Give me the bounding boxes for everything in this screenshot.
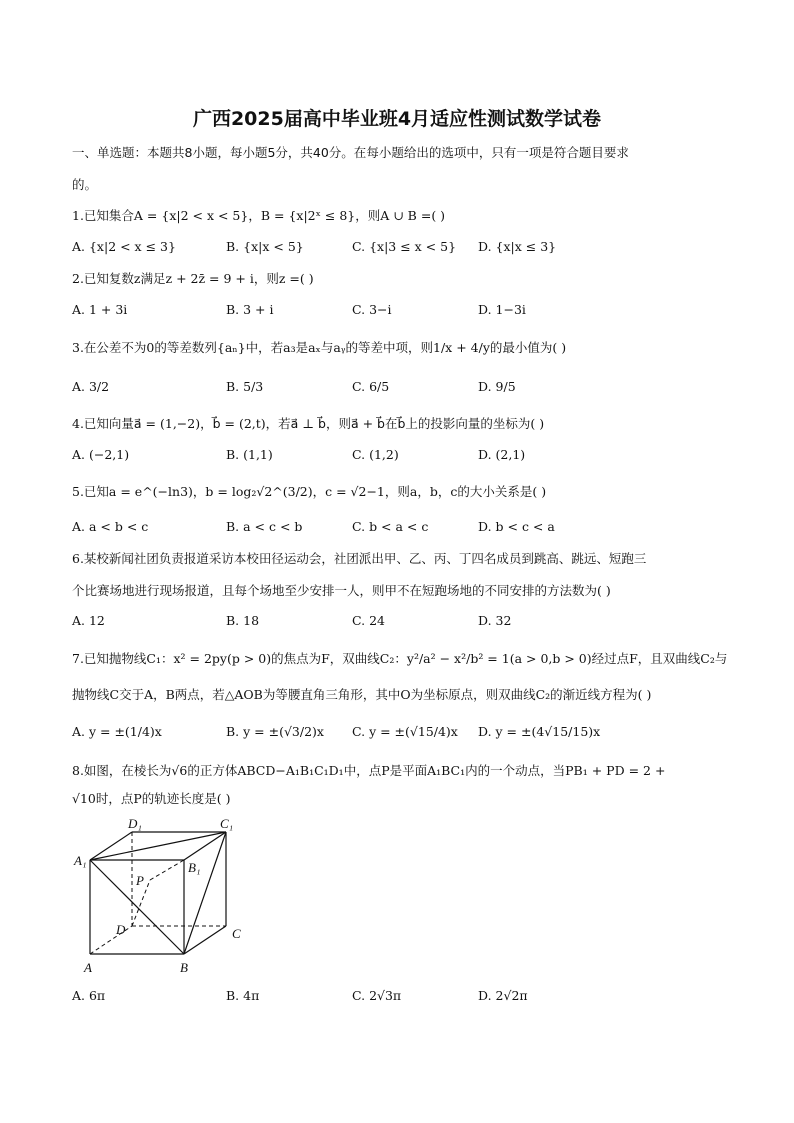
q7-option-c[interactable]: C. y = ±(√15/4)x [352,724,458,739]
hidden-edge-a-d [90,926,132,954]
section-instructions-line1: 一、单选题：本题共8小题，每小题5分，共40分。在每小题给出的选项中，只有一项是符合题目要求 [72,145,629,160]
q5-option-d[interactable]: D. b < c < a [478,519,555,534]
q7-option-a[interactable]: A. y = ±(1/4)x [72,724,162,739]
q8-option-a[interactable]: A. 6π [72,988,106,1003]
q8-option-b[interactable]: B. 4π [226,988,260,1003]
q6-option-a[interactable]: A. 12 [72,613,105,628]
q6-option-b[interactable]: B. 18 [226,613,260,628]
question-4-stem: 4.已知向量a⃗ = (1,−2)，b⃗ = (2,t)，若a⃗ ⊥ b⃗，则a⃗ + b⃗在b⃗上的投影向量的坐标为( ) [72,416,545,431]
label-b1: B₁ [188,860,201,875]
question-4-options [72,447,728,465]
q2-option-a[interactable]: A. 1 + 3i [72,302,128,317]
label-d: D [116,922,126,937]
q2-option-c[interactable]: C. 3−i [352,302,392,317]
question-7-stem-line1: 7.已知抛物线C₁：x² = 2py(p > 0)的焦点为F，双曲线C₂：y²/a² − x²/b² = 1(a > 0,b > 0)经过点F，且双曲线C₂与 [72,651,728,666]
q4-option-b[interactable]: B. (1,1) [226,447,273,462]
q3-option-b[interactable]: B. 5/3 [226,379,264,394]
question-7-options [72,724,728,742]
segment-b-c1 [184,832,226,954]
question-3-options [72,379,728,397]
question-2-options [72,302,728,320]
question-6-stem-line2: 个比赛场地进行现场报道，且每个场地至少安排一人，则甲不在短跑场地的不同安排的方法数为( ) [72,583,611,598]
q5-option-c[interactable]: C. b < a < c [352,519,429,534]
question-5-options [72,519,728,537]
page-title: 广西2025届高中毕业班4月适应性测试数学试卷 [192,108,602,130]
question-1-stem: 1.已知集合A = {x|2 < x < 5}，B = {x|2ˣ ≤ 8}，则A ∪ B =( ) [72,208,446,223]
q3-option-a[interactable]: A. 3/2 [72,379,110,394]
label-a1: A₁ [74,853,87,868]
question-8-stem-line1: 8.如图，在棱长为√6的正方体ABCD−A₁B₁C₁D₁中，点P是平面A₁BC₁内的一个动点，当PB₁ + PD = 2 + [72,763,666,778]
q6-option-d[interactable]: D. 32 [478,613,512,628]
label-d1: D₁ [128,816,142,831]
q1-option-c[interactable]: C. {x|3 ≤ x < 5} [352,239,457,254]
q4-option-d[interactable]: D. (2,1) [478,447,526,462]
label-c1: C₁ [220,816,234,831]
q4-option-a[interactable]: A. (−2,1) [72,447,130,462]
label-a: A [84,960,92,975]
q5-option-a[interactable]: A. a < b < c [72,519,149,534]
q1-option-b[interactable]: B. {x|x < 5} [226,239,304,254]
q2-option-d[interactable]: D. 1−3i [478,302,526,317]
q1-option-d[interactable]: D. {x|x ≤ 3} [478,239,557,254]
q4-option-c[interactable]: C. (1,2) [352,447,399,462]
question-8-options [72,988,728,1006]
question-3-stem: 3.在公差不为0的等差数列{aₙ}中，若a₃是aₓ与aᵧ的等差中项，则1/x + 4/y的最小值为( ) [72,340,567,355]
label-c: C [232,926,241,941]
question-1-options [72,239,728,257]
q3-option-d[interactable]: D. 9/5 [478,379,516,394]
q7-option-b[interactable]: B. y = ±(√3/2)x [226,724,324,739]
q1-option-a[interactable]: A. {x|2 < x ≤ 3} [72,239,176,254]
q2-option-b[interactable]: B. 3 + i [226,302,274,317]
q3-option-c[interactable]: C. 6/5 [352,379,390,394]
question-7-stem-line2: 抛物线C交于A，B两点，若△AOB为等腰直角三角形，其中O为坐标原点，则双曲线C₂的渐近线方程为( ) [72,687,652,702]
segment-p-b1 [150,860,184,880]
question-8-stem-line2: √10时，点P的轨迹长度是( ) [72,791,231,806]
q6-option-c[interactable]: C. 24 [352,613,385,628]
question-2-stem: 2.已知复数z满足z + 2z̄ = 9 + i，则z =( ) [72,271,314,286]
question-6-stem-line1: 6.某校新闻社团负责报道采访本校田径运动会，社团派出甲、乙、丙、丁四名成员到跳高、跳远、短跑三 [72,551,647,566]
q8-option-c[interactable]: C. 2√3π [352,988,402,1003]
edge-b-c [184,926,226,954]
q5-option-b[interactable]: B. a < c < b [226,519,303,534]
label-p: P [136,873,144,888]
cube-figure [66,812,266,984]
q7-option-d[interactable]: D. y = ±(4√15/15)x [478,724,601,739]
question-6-options [72,613,728,631]
label-b: B [180,960,188,975]
question-5-stem: 5.已知a = e^(−ln3)，b = log₂√2^(3/2)，c = √2−1，则a，b，c的大小关系是( ) [72,484,547,499]
q8-option-d[interactable]: D. 2√2π [478,988,528,1003]
section-instructions-line2: 的。 [72,177,98,192]
